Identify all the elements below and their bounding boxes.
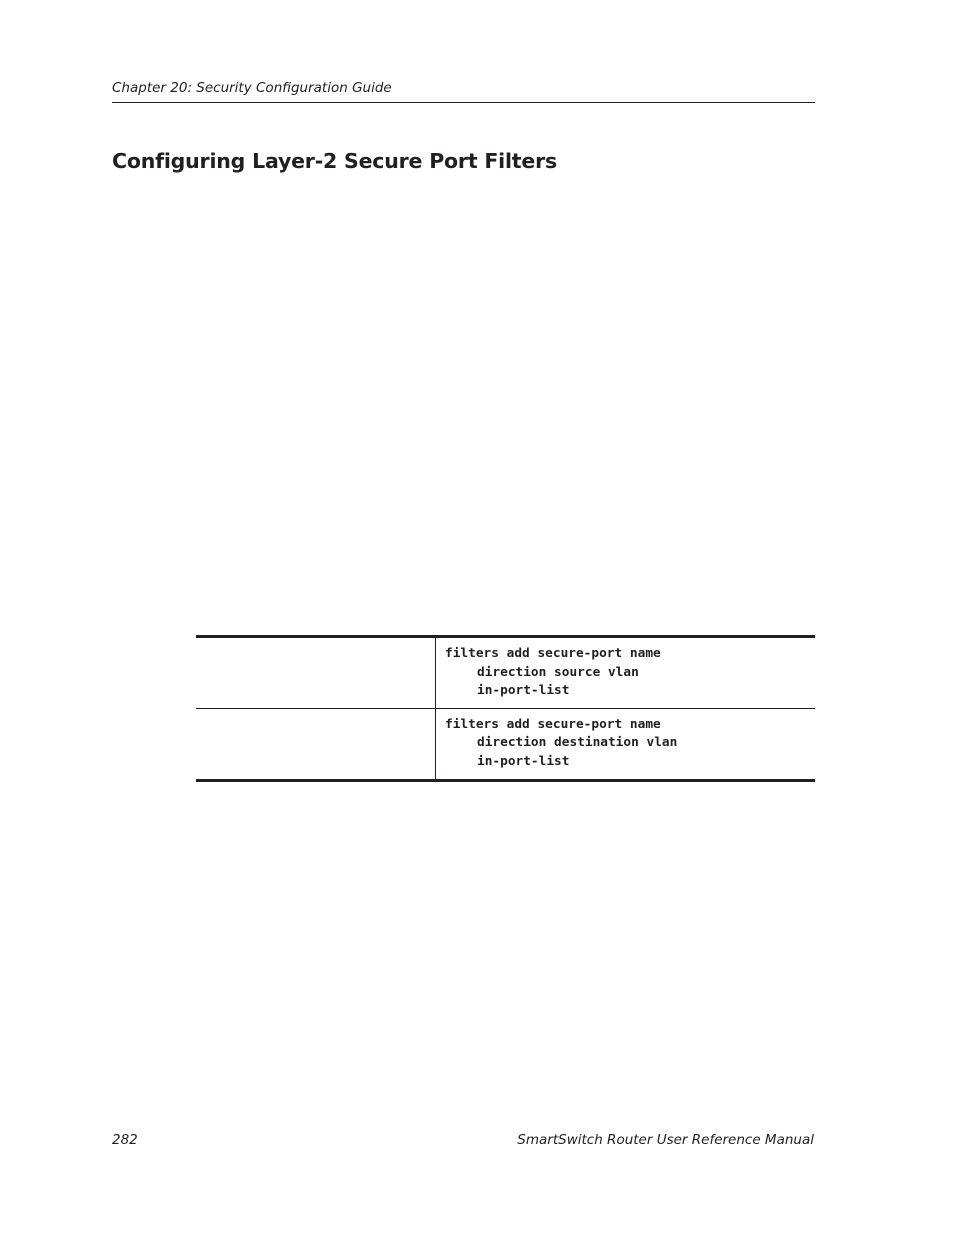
command-line: filters add secure-port name <box>445 716 661 732</box>
chapter-title: Chapter 20: Security Configuration Guide <box>112 80 392 96</box>
table-row <box>196 637 815 709</box>
page-number: 282 <box>112 1132 138 1148</box>
manual-title: SmartSwitch Router User Reference Manual <box>517 1132 814 1148</box>
command-line: filters add secure-port name <box>445 646 661 661</box>
command-table <box>196 635 815 782</box>
command-line: direction destination vlan <box>477 735 678 751</box>
command-line: direction source vlan <box>477 664 639 680</box>
command-line: in-port-list <box>477 683 570 699</box>
section-title: Configuring Layer-2 Secure Port Filters <box>112 149 558 173</box>
command-syntax <box>436 637 816 709</box>
row-description <box>196 708 436 780</box>
table-row <box>196 708 815 780</box>
command-line: in-port-list <box>477 753 570 769</box>
row-description <box>196 637 436 709</box>
running-header <box>112 80 815 103</box>
command-syntax <box>436 708 816 780</box>
